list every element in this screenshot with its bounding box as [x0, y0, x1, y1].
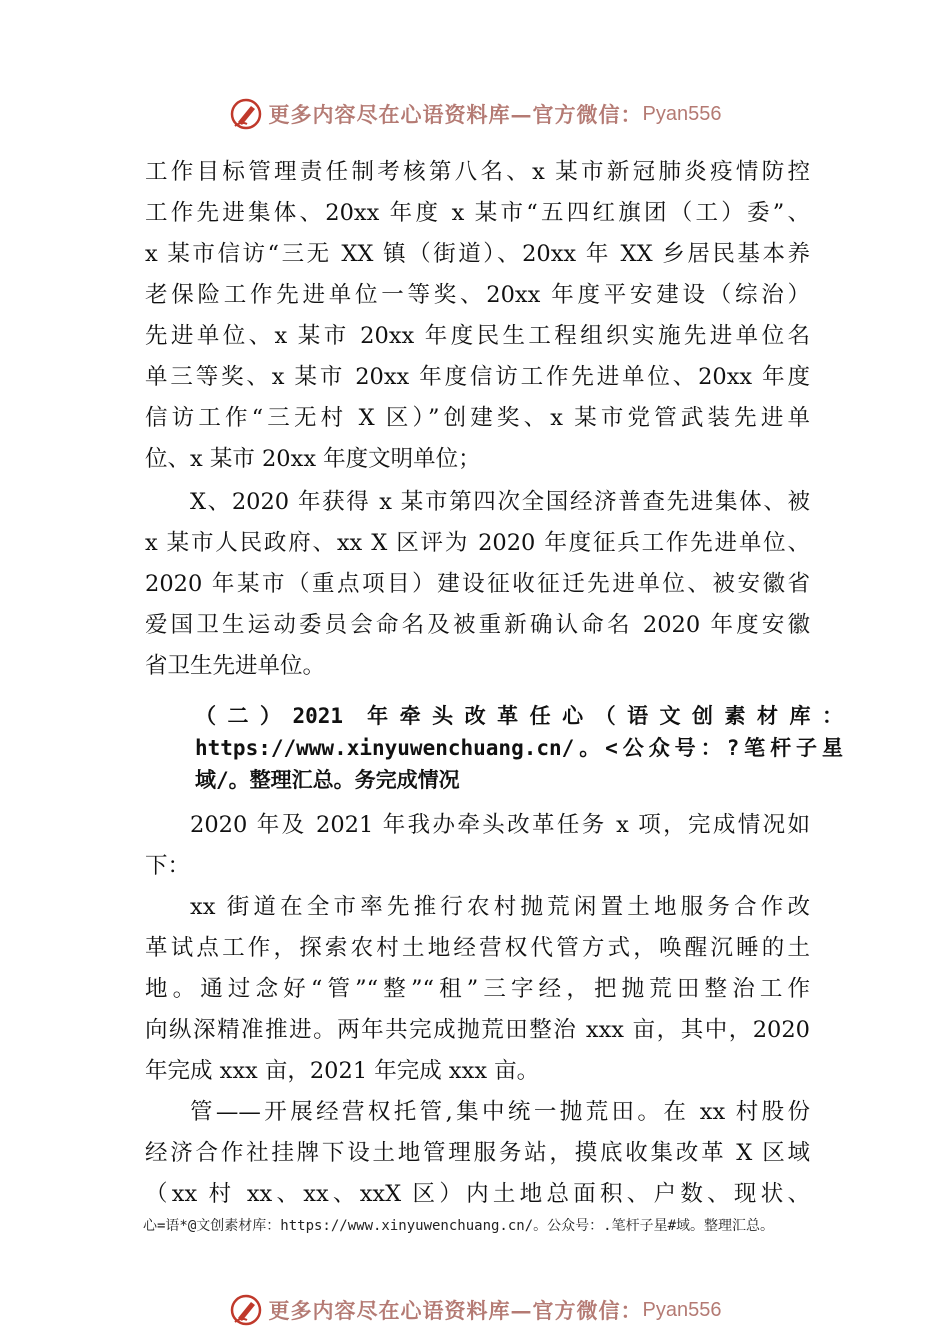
- footer-banner: [0, 1290, 950, 1330]
- text-line: 爱国卫生运动委员会命名及被重新确认命名 2020 年度安徽: [145, 612, 810, 638]
- text-line: 先进单位、x 某市 20xx 年度民生工程组织实施先进单位名: [145, 323, 810, 349]
- section-heading: [195, 700, 843, 796]
- banner-handle: Pyan556: [642, 1298, 722, 1321]
- text-line: 2020 年某市（重点项目）建设征收征迁先进单位、被安徽省: [145, 571, 810, 597]
- heading-line: （二）2021 年牵头改革任心（语文创素材库：: [195, 704, 843, 728]
- text-line: xx 街道在全市率先推行农村抛荒闲置土地服务合作改: [190, 894, 810, 920]
- text-line: 信访工作“三无村 X 区）”创建奖、x 某市党管武装先进单: [145, 405, 810, 431]
- body-block-2: [145, 805, 810, 1215]
- footnote: 心=语*@文创素材库：https://www.xinyuwenchuang.cn/。公众号：.笔杆子星#域。整理汇总。: [143, 1218, 775, 1234]
- text-line: x 某市人民政府、xx X 区评为 2020 年度征兵工作先进单位、: [145, 530, 810, 556]
- text-line: 工作目标管理责任制考核第八名、x 某市新冠肺炎疫情防控: [145, 159, 810, 185]
- pen-logo-icon: [229, 97, 263, 131]
- text-line: x 某市信访“三无 XX 镇（街道）、20xx 年 XX 乡居民基本养: [145, 241, 810, 267]
- header-banner: [0, 94, 950, 134]
- text-line: 工作先进集体、20xx 年度 x 某市“五四红旗团（工）委”、: [145, 200, 810, 226]
- pen-logo-icon: [229, 1293, 263, 1327]
- text-line: 向纵深精准推进。两年共完成抛荒田整治 xxx 亩，其中，2020: [145, 1017, 810, 1043]
- text-line: 省卫生先进单位。: [145, 653, 326, 679]
- text-line: （xx 村 xx、xx、xxX 区）内土地总面积、户数、现状、: [145, 1181, 810, 1207]
- text-line: 2020 年及 2021 年我办牵头改革任务 x 项，完成情况如: [190, 812, 810, 838]
- heading-line: https://www.xinyuwenchuang.cn/。<公众号：?笔杆子星: [195, 736, 843, 760]
- text-line: 地。通过念好“管”“整”“租”三字经，把抛荒田整治工作: [145, 976, 810, 1002]
- text-line: 单三等奖、x 某市 20xx 年度信访工作先进单位、20xx 年度: [145, 364, 810, 390]
- heading-line: 域/。整理汇总。务完成情况: [195, 768, 460, 792]
- banner-text: 更多内容尽在心语资料库—官方微信：: [268, 102, 643, 127]
- text-line: 经济合作社挂牌下设土地管理服务站，摸底收集改革 X 区域: [145, 1140, 810, 1166]
- text-line: 革试点工作，探索农村土地经营权代管方式，唤醒沉睡的土: [145, 935, 810, 961]
- text-line: 管——开展经营权托管,集中统一抛荒田。在 xx 村股份: [190, 1099, 810, 1125]
- banner-handle: Pyan556: [642, 102, 722, 125]
- text-line: 老保险工作先进单位一等奖、20xx 年度平安建设（综治）: [145, 282, 810, 308]
- text-line: X、2020 年获得 x 某市第四次全国经济普查先进集体、被: [190, 489, 810, 515]
- text-line: 下：: [145, 853, 191, 879]
- text-line: 年完成 xxx 亩，2021 年完成 xxx 亩。: [145, 1058, 540, 1084]
- body-block-1: [145, 152, 810, 687]
- banner-text: 更多内容尽在心语资料库—官方微信：: [268, 1298, 643, 1323]
- text-line: 位、x 某市 20xx 年度文明单位；: [145, 446, 481, 472]
